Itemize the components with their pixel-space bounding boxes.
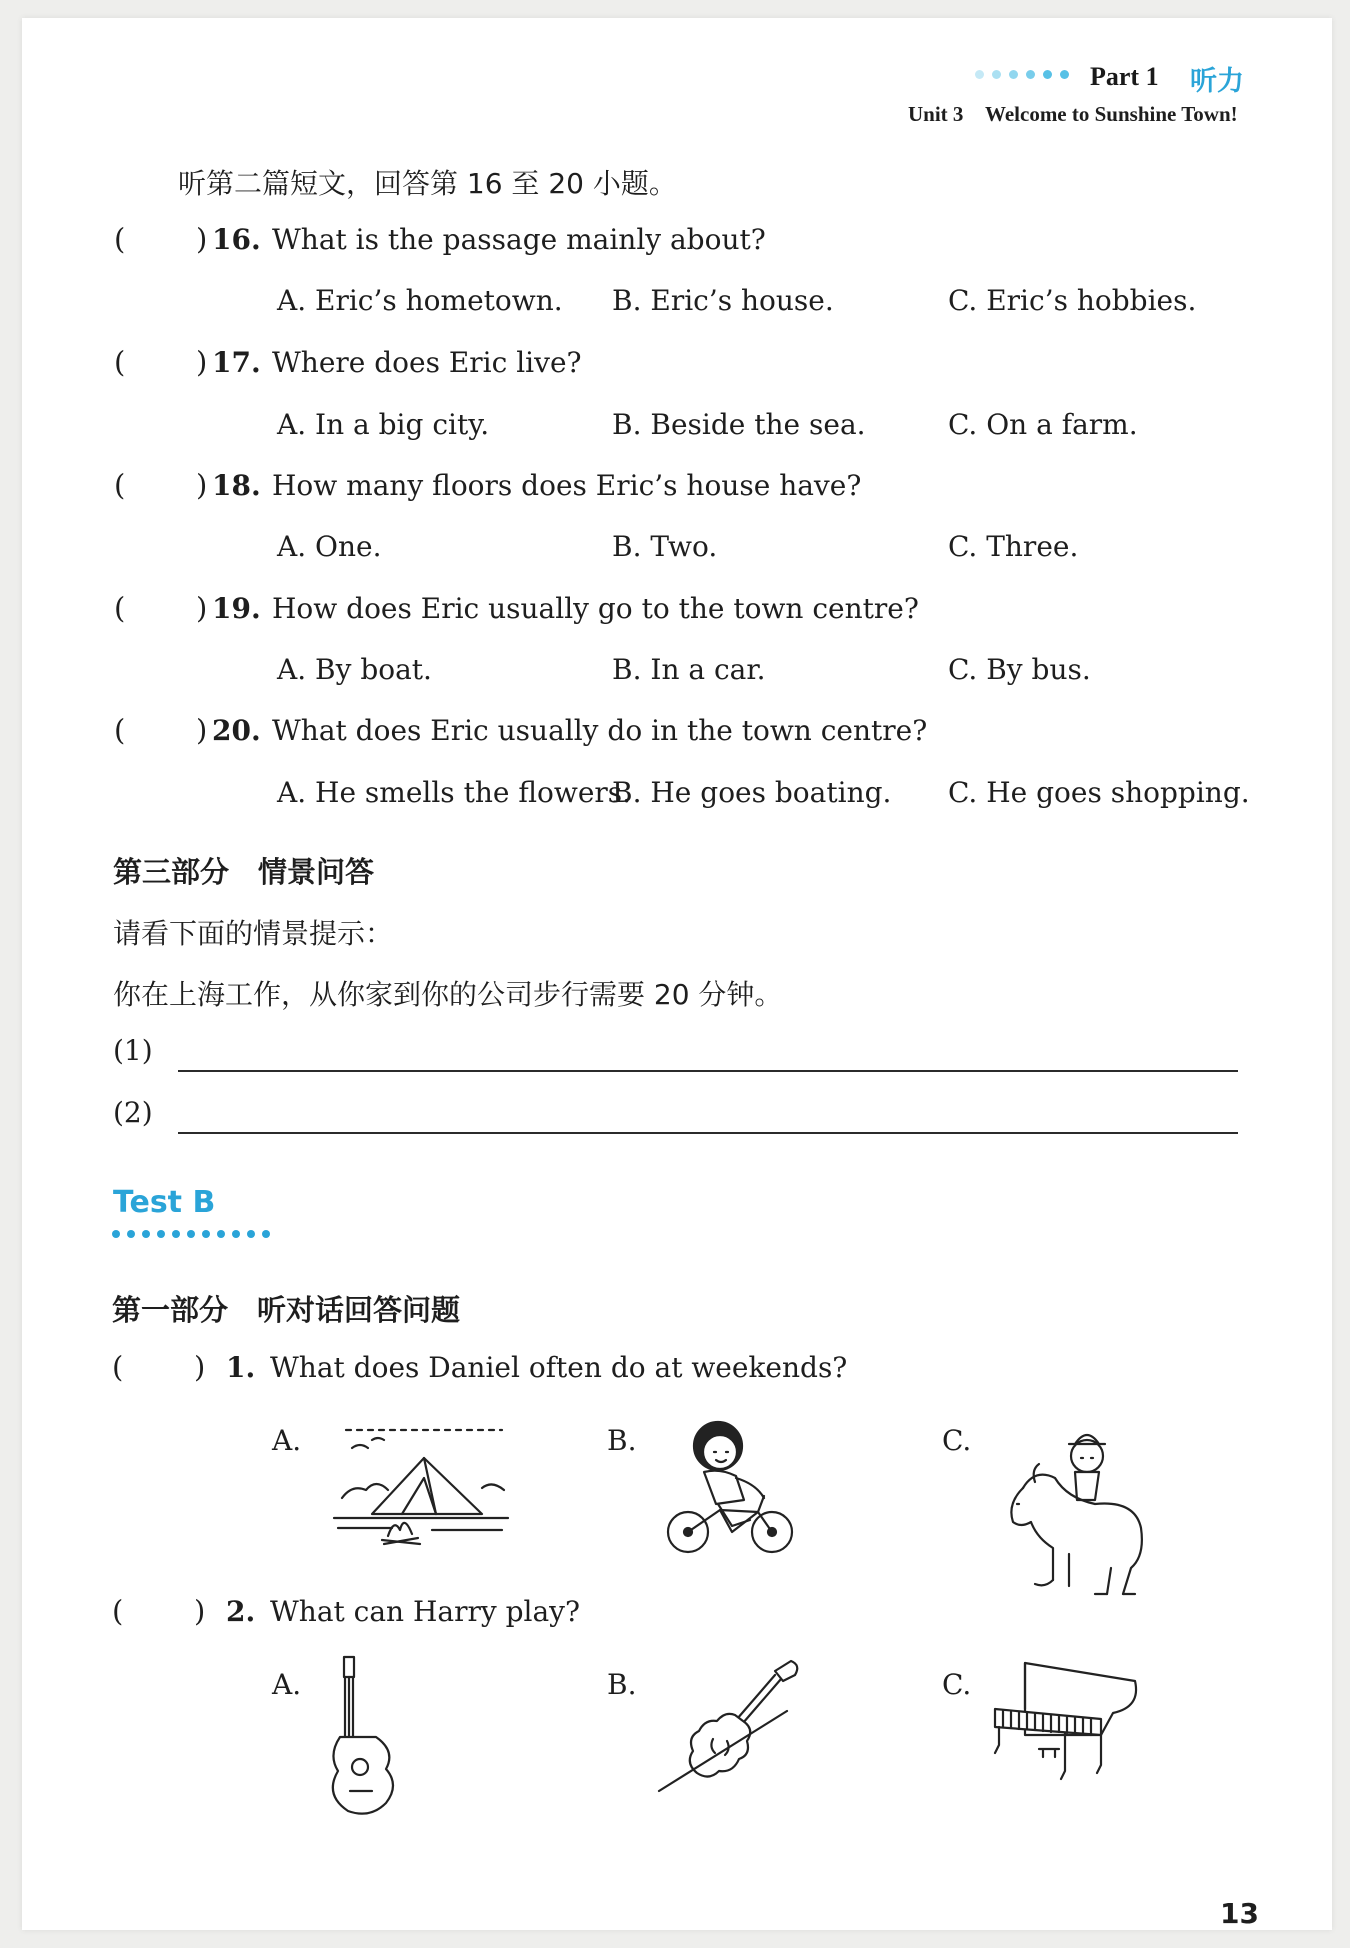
option-a[interactable]: A.	[272, 1668, 302, 1701]
section-heading: 第一部分 听对话回答问题	[112, 1293, 461, 1327]
violin-icon[interactable]	[655, 1655, 805, 1805]
header-section: 听力	[1190, 66, 1244, 97]
header-dots	[975, 70, 1069, 79]
question-number: 16.	[212, 223, 261, 256]
option-b[interactable]: B.	[607, 1668, 637, 1701]
option-b[interactable]: B.	[607, 1424, 637, 1457]
option-c[interactable]: C. Three.	[948, 530, 1079, 563]
answer-paren-open[interactable]: (	[112, 1350, 124, 1384]
option-b[interactable]: B. Eric’s house.	[612, 284, 834, 317]
option-a[interactable]: A. One.	[277, 530, 382, 563]
answer-paren-open[interactable]: (	[114, 345, 126, 379]
question-text: How does Eric usually go to the town centre?	[272, 592, 919, 625]
option-b[interactable]: B. In a car.	[612, 653, 766, 686]
answer-paren-open[interactable]: (	[114, 222, 126, 256]
question-number: 18.	[212, 469, 261, 502]
option-c[interactable]: C.	[942, 1668, 972, 1701]
option-c[interactable]: C. By bus.	[948, 653, 1091, 686]
section-heading: 第三部分 情景问答	[113, 855, 375, 889]
test-b-title: Test B	[113, 1185, 216, 1220]
question-text: What does Daniel often do at weekends?	[270, 1351, 848, 1384]
option-b[interactable]: B. Beside the sea.	[612, 408, 866, 441]
header-part: Part 1	[1090, 62, 1159, 91]
passage-instruction: 听第二篇短文，回答第 16 至 20 小题。	[178, 167, 677, 200]
question-number: 19.	[212, 592, 261, 625]
answer-paren-close: )	[196, 468, 208, 502]
boy-cycling-icon[interactable]	[660, 1418, 800, 1558]
blank-label: (2)	[113, 1096, 153, 1129]
header-unit-title: Welcome to Sunshine Town!	[985, 102, 1238, 126]
question-number: 20.	[212, 714, 261, 747]
question-text: Where does Eric live?	[272, 346, 582, 379]
question-text: What is the passage mainly about?	[272, 223, 766, 256]
option-c[interactable]: C. Eric’s hobbies.	[948, 284, 1197, 317]
question-number: 1.	[226, 1351, 256, 1384]
option-b[interactable]: B. Two.	[612, 530, 718, 563]
situation-text: 你在上海工作，从你家到你的公司步行需要 20 分钟。	[113, 978, 783, 1011]
page-number: 13	[1220, 1897, 1259, 1930]
question-number: 2.	[226, 1595, 256, 1628]
boy-riding-horse-icon[interactable]	[995, 1418, 1155, 1598]
test-b-dots	[112, 1230, 270, 1238]
option-a[interactable]: A.	[272, 1424, 302, 1457]
option-c[interactable]: C. On a farm.	[948, 408, 1138, 441]
answer-paren-open[interactable]: (	[114, 468, 126, 502]
option-a[interactable]: A. In a big city.	[277, 408, 490, 441]
answer-paren-close: )	[196, 591, 208, 625]
blank-label: (1)	[113, 1034, 153, 1067]
answer-line[interactable]	[178, 1070, 1238, 1072]
option-a[interactable]: A. He smells the flowers.	[277, 776, 632, 809]
answer-paren-close: )	[194, 1350, 206, 1384]
guitar-icon[interactable]	[330, 1655, 410, 1815]
question-text: What can Harry play?	[270, 1595, 580, 1628]
question-text: How many floors does Eric’s house have?	[272, 469, 862, 502]
option-a[interactable]: A. By boat.	[277, 653, 432, 686]
answer-paren-close: )	[196, 713, 208, 747]
answer-paren-open[interactable]: (	[114, 713, 126, 747]
header-unit: Unit 3	[908, 102, 964, 126]
option-a[interactable]: A. Eric’s hometown.	[277, 284, 563, 317]
option-b[interactable]: B. He goes boating.	[612, 776, 892, 809]
option-c[interactable]: C. He goes shopping.	[948, 776, 1250, 809]
answer-paren-close: )	[194, 1594, 206, 1628]
answer-paren-close: )	[196, 345, 208, 379]
answer-paren-open[interactable]: (	[114, 591, 126, 625]
question-text: What does Eric usually do in the town centre?	[272, 714, 928, 747]
answer-paren-open[interactable]: (	[112, 1594, 124, 1628]
tent-campfire-icon[interactable]	[332, 1418, 512, 1548]
situation-prompt: 请看下面的情景提示：	[113, 917, 394, 950]
answer-line[interactable]	[178, 1132, 1238, 1134]
option-c[interactable]: C.	[942, 1424, 972, 1457]
piano-icon[interactable]	[985, 1655, 1145, 1795]
question-number: 17.	[212, 346, 261, 379]
answer-paren-close: )	[196, 222, 208, 256]
